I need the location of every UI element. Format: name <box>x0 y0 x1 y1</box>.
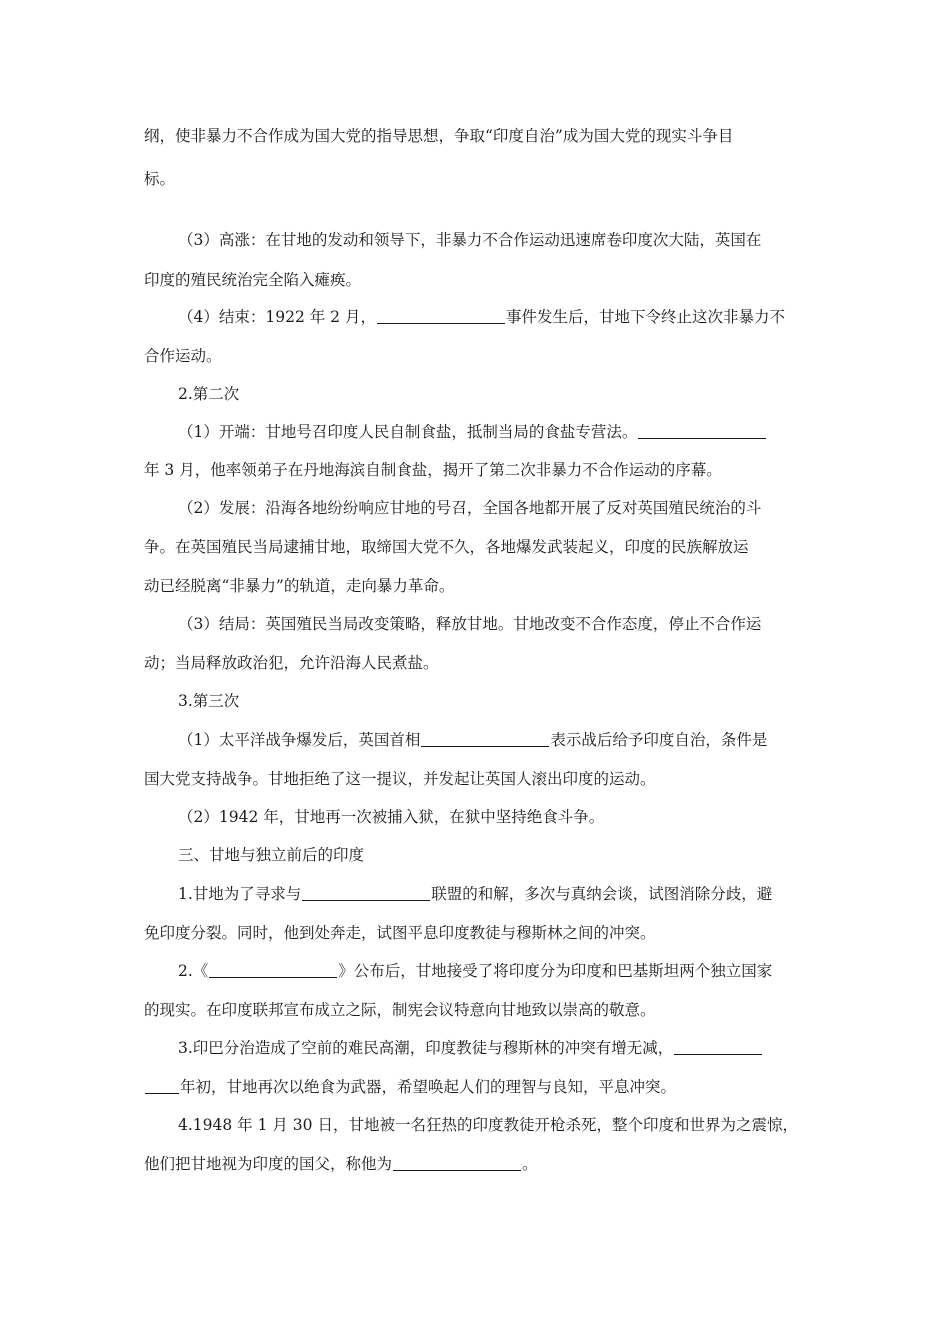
text: 三、甘地与独立前后的印度 <box>178 846 365 864</box>
section-heading <box>0 688 950 714</box>
text: 。 <box>522 1155 538 1173</box>
text: 纲，使非暴力不合作成为国大党的指导思想，争取“印度自治”成为国大党的现实斗争目 <box>144 127 734 145</box>
paragraph-line <box>0 727 950 753</box>
fill-blank[interactable] <box>302 882 430 901</box>
fill-blank[interactable] <box>209 959 337 978</box>
text: 的现实。在印度联邦宣布成立之际，制宪会议特意向甘地致以崇高的敬意。 <box>144 1001 656 1019</box>
paragraph-line <box>0 123 950 149</box>
fill-blank[interactable] <box>377 305 505 324</box>
fill-blank[interactable] <box>393 1152 521 1171</box>
paragraph-line <box>0 1112 950 1138</box>
paragraph-line <box>0 997 950 1023</box>
fill-blank[interactable] <box>145 1075 179 1094</box>
text: 标。 <box>144 170 176 188</box>
text: 2.《 <box>178 962 209 980</box>
paragraph-line <box>0 804 950 830</box>
text: 3.第三次 <box>178 692 240 710</box>
fill-blank[interactable] <box>674 1036 762 1055</box>
text: （3）高涨：在甘地的发动和领导下，非暴力不合作运动迅速席卷印度次大陆，英国在 <box>178 231 762 249</box>
paragraph-line <box>0 166 950 192</box>
paragraph-line <box>0 650 950 676</box>
text: （2）发展：沿海各地纷纷响应甘地的号召，全国各地都开展了反对英国殖民统治的斗 <box>178 499 762 517</box>
text: 动；当局释放政治犯，允许沿海人民煮盐。 <box>144 654 439 672</box>
paragraph-line <box>0 611 950 637</box>
paragraph-line <box>0 958 950 984</box>
paragraph-line <box>0 881 950 907</box>
text: 国大党支持战争。甘地拒绝了这一提议，并发起让英国人滚出印度的运动。 <box>144 770 656 788</box>
text: 事件发生后，甘地下令终止这次非暴力不 <box>505 308 785 326</box>
paragraph-line <box>0 1151 950 1177</box>
text: 合作运动。 <box>144 347 222 365</box>
text: 年初，甘地再次以绝食为武器，希望唤起人们的理智与良知，平息冲突。 <box>180 1078 677 1096</box>
text: 年 3 月，他率领弟子在丹地海滨自制食盐，揭开了第二次非暴力不合作运动的序幕。 <box>144 461 722 479</box>
text: （2）1942 年，甘地再一次被捕入狱，在狱中坚持绝食斗争。 <box>178 808 605 826</box>
paragraph-line <box>0 573 950 599</box>
text: （3）结局：英国殖民当局改变策略，释放甘地。甘地改变不合作态度，停止不合作运 <box>178 615 762 633</box>
text: 》公布后，甘地接受了将印度分为印度和巴基斯坦两个独立国家 <box>338 962 773 980</box>
paragraph-line <box>0 304 950 330</box>
paragraph-line <box>0 457 950 483</box>
paragraph-line <box>0 920 950 946</box>
fill-blank[interactable] <box>421 728 549 747</box>
paragraph-line <box>0 766 950 792</box>
paragraph-line <box>0 343 950 369</box>
fill-blank[interactable] <box>638 420 766 439</box>
text: 印度的殖民统治完全陷入瘫痪。 <box>144 271 362 289</box>
paragraph-line <box>0 1035 950 1061</box>
paragraph-line <box>0 1074 950 1100</box>
text: （1）开端：甘地号召印度人民自制食盐，抵制当局的食盐专营法。 <box>178 423 638 441</box>
text: （1）太平洋战争爆发后，英国首相 <box>178 731 421 749</box>
text: 免印度分裂。同时，他到处奔走，试图平息印度教徒与穆斯林之间的冲突。 <box>144 924 656 942</box>
section-heading <box>0 842 950 868</box>
text: 2.第二次 <box>178 385 240 403</box>
text: 4.1948 年 1 月 30 日，甘地被一名狂热的印度教徒开枪杀死，整个印度和世界为之震惊， <box>178 1116 798 1134</box>
paragraph-line <box>0 419 950 445</box>
section-heading <box>0 381 950 407</box>
text: 动已经脱离“非暴力”的轨道，走向暴力革命。 <box>144 577 455 595</box>
text: （4）结束：1922 年 2 月， <box>178 308 376 326</box>
paragraph-line <box>0 227 950 253</box>
text: 争。在英国殖民当局逮捕甘地，取缔国大党不久，各地爆发武装起义，印度的民族解放运 <box>144 538 749 556</box>
text: 联盟的和解，多次与真纳会谈，试图消除分歧，避 <box>431 885 773 903</box>
paragraph-line <box>0 495 950 521</box>
text: 他们把甘地视为印度的国父，称他为 <box>144 1155 393 1173</box>
paragraph-line <box>0 534 950 560</box>
paragraph-line <box>0 267 950 293</box>
text: 3.印巴分治造成了空前的难民高潮，印度教徒与穆斯林的冲突有增无减， <box>178 1039 674 1057</box>
text: 1.甘地为了寻求与 <box>178 885 302 903</box>
text: 表示战后给予印度自治，条件是 <box>550 731 768 749</box>
